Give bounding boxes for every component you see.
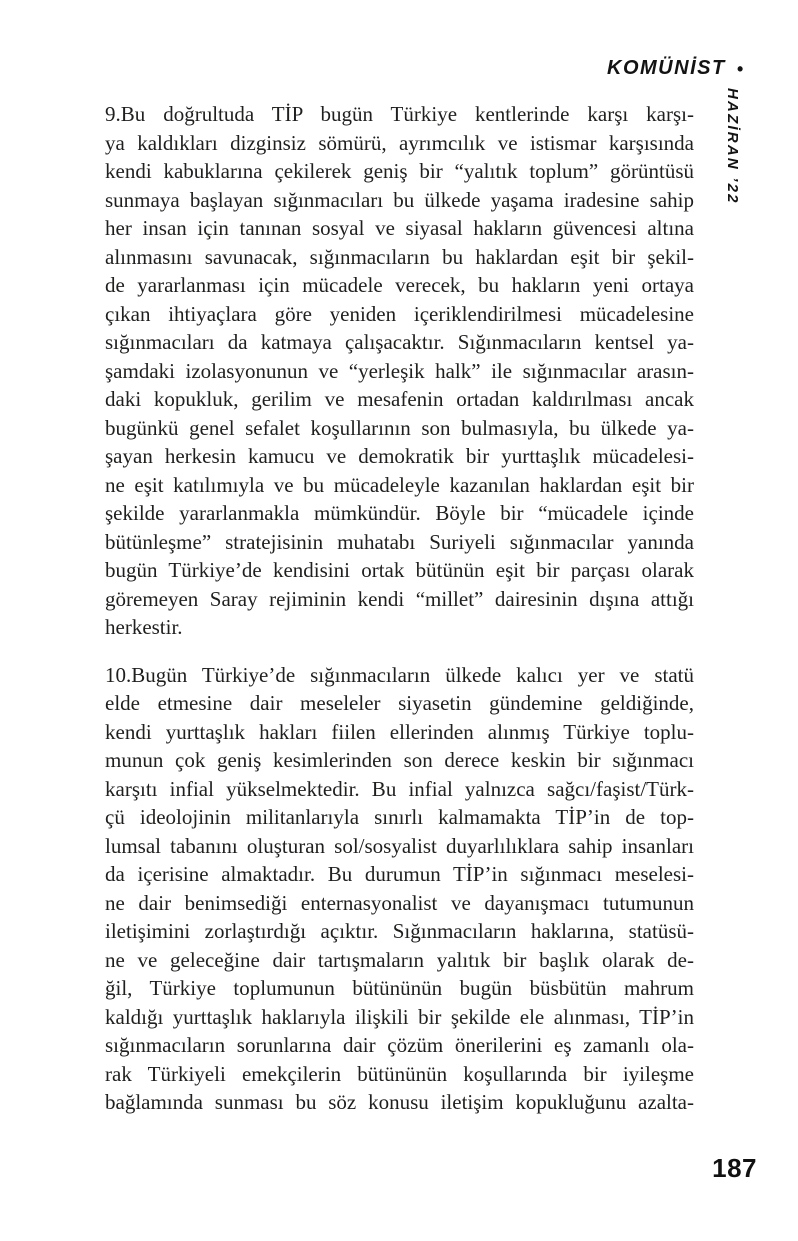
text-line: alınmasını savunacak, sığınmacıların bu haklardan eşit bir şekil- <box>105 244 694 269</box>
text-line: 9.Bu doğrultuda TİP bugün Türkiye kentlerinde karşı karşı- <box>105 102 694 126</box>
bullet-separator-icon: • <box>736 59 743 79</box>
issue-date-vertical-label: HAZİRAN ’22 <box>724 88 741 205</box>
text-line: şayan herkesin kamucu ve demokratik bir yurttaşlık mücadelesi- <box>105 444 694 468</box>
text-line: kendi yurttaşlık hakları fiilen ellerinden alınmış Türkiye toplu- <box>105 719 694 744</box>
text-line: ne eşit katılımıyla ve bu mücadeleyle kazanılan haklardan eşit bir <box>105 472 694 497</box>
text-line: kendi kabuklarına çekilerek geniş bir “yalıtık toplum” görüntüsü <box>105 159 694 183</box>
text-line: 10.Bugün Türkiye’de sığınmacıların ülkede kalıcı yer ve statü <box>105 662 694 687</box>
body-text <box>105 100 694 1117</box>
text-line: iletişimini zorlaştırdığı açıktır. Sığınmacıların haklarına, statüsü- <box>105 919 694 943</box>
text-line: rak Türkiyeli emekçilerin bütününün koşullarında bir iyileşme <box>105 1061 694 1086</box>
text-line: bugünkü genel sefalet koşullarının son bulmasıyla, bu ülkede ya- <box>105 415 694 440</box>
text-line: de yararlanması için mücadele verecek, bu hakların yeni ortaya <box>105 273 694 297</box>
journal-title: KOMÜNİST <box>607 57 726 79</box>
page-header <box>607 57 743 80</box>
text-line: elde etmesine dair meseleler siyasetin gündemine geldiğinde, <box>105 691 694 715</box>
text-line: her insan için tanınan sosyal ve siyasal hakların güvencesi altına <box>105 216 694 240</box>
text-line: göremeyen Saray rejiminin kendi “millet” dairesinin dışına attığı <box>105 586 694 611</box>
text-line: çü ideolojinin militanlarıyla sınırlı kalmamakta TİP’in de top- <box>105 805 694 829</box>
text-line: karşıtı infial yükselmektedir. Bu infial yalnızca sağcı/faşist/Türk- <box>105 776 694 801</box>
text-line: çıkan ihtiyaçlara göre yeniden içeriklendirilmesi mücadelesine <box>105 301 694 326</box>
text-line: sığınmacıları da katmaya çalışacaktır. Sığınmacıların kentsel ya- <box>105 330 694 354</box>
text-line: kaldığı yurttaşlık haklarıyla ilişkili bir şekilde ele alınması, TİP’in <box>105 1004 694 1029</box>
text-line: sunmaya başlayan sığınmacıları bu ülkede yaşama iradesine sahip <box>105 187 694 212</box>
text-line: şamdaki izolasyonunun ve “yerleşik halk” ile sığınmacılar arasın- <box>105 358 694 383</box>
text-line: bağlamında sunması bu söz konusu iletişim kopukluğunu azalta- <box>105 1090 694 1114</box>
paragraph-10 <box>105 661 694 1117</box>
text-line: munun çok geniş kesimlerinden son derece keskin bir sığınmacı <box>105 748 694 772</box>
text-line: sığınmacıların sorunlarına dair çözüm önerilerini eş zamanlı ola- <box>105 1033 694 1057</box>
text-line: ne dair benimsediği enternasyonalist ve dayanışmacı tutumunun <box>105 890 694 915</box>
text-line: bugün Türkiye’de kendisini ortak bütünün eşit bir parçası olarak <box>105 558 694 582</box>
text-line: lumsal tabanını oluşturan sol/sosyalist duyarlılıklara sahip insanları <box>105 833 694 858</box>
text-line: ğil, Türkiye toplumunun bütününün bugün büsbütün mahrum <box>105 976 694 1000</box>
text-line: ya kaldıkları dizginsiz sömürü, ayrımcılık ve istismar karşısında <box>105 130 694 155</box>
text-line: bütünleşme” stratejisinin muhatabı Suriyeli sığınmacılar yanında <box>105 529 694 554</box>
paragraph-9 <box>105 100 694 642</box>
page-number: 187 <box>712 1153 757 1183</box>
text-line: ne ve geleceğine dair tartışmaların yalıtık bir başlık olarak de- <box>105 947 694 972</box>
text-line: şekilde yararlanmakla mümkündür. Böyle bir “mücadele içinde <box>105 501 694 525</box>
text-line: da içerisine almaktadır. Bu durumun TİP’in sığınmacı meselesi- <box>105 862 694 886</box>
text-line: daki kopukluk, gerilim ve mesafenin ortadan kaldırılması ancak <box>105 387 694 411</box>
text-line: herkestir. <box>105 615 183 639</box>
